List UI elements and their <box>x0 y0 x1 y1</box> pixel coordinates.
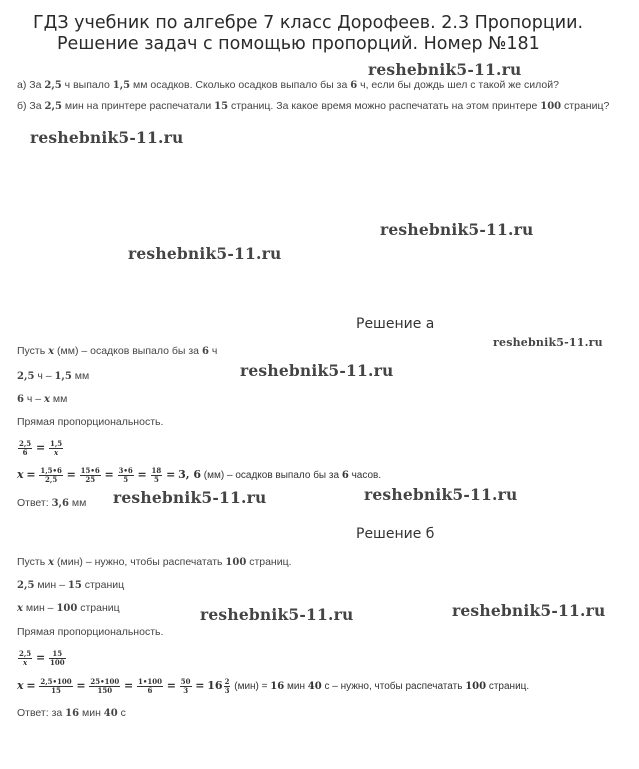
solution-b-row1: 2,5 мин – 15 страниц <box>17 579 125 591</box>
watermark: reshebnik5-11.ru <box>30 128 184 147</box>
solution-b-calculation: x = $\frac{2,5•100}{15}$ = $\frac{25•100}{150}$ = $\frac{1•100}{6}$ = $\frac{50}{3}$ = 16 $\frac{2}{3}$ (мин) = 16 мин 40 с – нужно, чтобы распечатать 100 страниц. <box>17 677 530 695</box>
watermark: reshebnik5-11.ru <box>368 60 522 79</box>
question-b: б) За 2,5 мин на принтере распечатали 15 страниц. За какое время можно распечатать на этом принтере 100 страниц? <box>17 100 610 112</box>
solution-a-heading: Решение а <box>356 316 435 332</box>
solution-a-row1: 2,5 ч – 1,5 мм <box>17 370 90 382</box>
solution-a-let: Пусть x (мм) – осадков выпало бы за 6 ч <box>17 345 218 357</box>
watermark: reshebnik5-11.ru <box>240 361 394 380</box>
page-title-line1: ГДЗ учебник по алгебре 7 класс Дорофеев. 2.3 Пропорции. <box>33 13 584 33</box>
solution-a-relation: Прямая пропорциональность. <box>17 416 164 428</box>
watermark: reshebnik5-11.ru <box>452 601 606 620</box>
solution-b-heading: Решение б <box>356 526 435 542</box>
solution-b-answer: Ответ: за 16 мин 40 с <box>17 707 126 719</box>
solution-a-calculation: x = $\frac{1,5•6}{2,5}$ = $\frac{15•6}{25}$ = $\frac{3•6}{5}$ = $\frac{18}{5}$ = 3, 6 (мм) – осадков выпало бы за 6 часов. <box>17 466 382 484</box>
watermark: reshebnik5-11.ru <box>364 485 518 504</box>
watermark: reshebnik5-11.ru <box>128 244 282 263</box>
solution-b-let: Пусть x (мин) – нужно, чтобы распечатать 100 страниц. <box>17 556 292 568</box>
page-title-line2: Решение задач с помощью пропорций. Номер №181 <box>57 34 540 54</box>
watermark: reshebnik5-11.ru <box>200 605 354 624</box>
solution-a-row2: 6 ч – x мм <box>17 393 68 405</box>
question-a: а) За 2,5 ч выпало 1,5 мм осадков. Сколько осадков выпало бы за 6 ч, если бы дождь шел с такой же силой? <box>17 79 559 91</box>
watermark: reshebnik5-11.ru <box>113 488 267 507</box>
watermark: reshebnik5-11.ru <box>380 220 534 239</box>
solution-a-proportion: $\frac{2,5}{6}$ = $\frac{1,5}{x}$ <box>19 439 63 457</box>
solution-b-proportion: $\frac{2,5}{x}$ = $\frac{15}{100}$ <box>19 649 65 667</box>
solution-b-relation: Прямая пропорциональность. <box>17 626 164 638</box>
solution-a-answer: Ответ: 3,6 мм <box>17 497 87 509</box>
watermark: reshebnik5-11.ru <box>493 336 603 349</box>
solution-b-row2: x мин – 100 страниц <box>17 602 120 614</box>
